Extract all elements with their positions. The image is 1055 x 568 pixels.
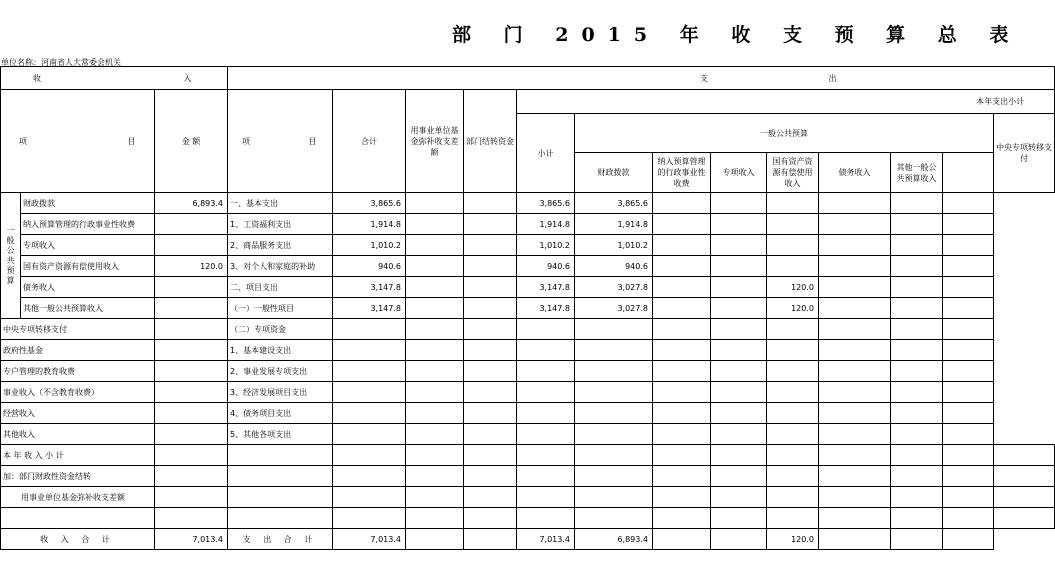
income-item: 政府性基金 xyxy=(1,340,155,361)
table-row xyxy=(1,319,1055,340)
income-item: 债务收入 xyxy=(21,277,155,298)
table-row xyxy=(1,235,1055,256)
expense-item: 1、工资福利支出 xyxy=(228,214,333,235)
table-row xyxy=(1,424,1055,445)
total-cell: 940.6 xyxy=(333,256,406,277)
income-amount xyxy=(155,277,228,298)
page-title: 部 门 2015 年 收 支 预 算 总 表 xyxy=(452,24,1022,46)
total-row xyxy=(1,529,1055,550)
table-row xyxy=(1,487,1055,508)
total-cell: 3,865.6 xyxy=(333,193,406,214)
group-label: 一般公共预算 xyxy=(1,193,21,319)
table-row xyxy=(1,298,1055,319)
subtotal-cell: 940.6 xyxy=(517,256,575,277)
income-item: 中央专项转移支付 xyxy=(1,319,155,340)
total-cell: 3,147.8 xyxy=(333,298,406,319)
expense-header xyxy=(228,67,1055,90)
income-item: 其他一般公共预算收入 xyxy=(21,298,155,319)
expense-item: 1、基本建设支出 xyxy=(228,340,333,361)
expense-item: 一、基本支出 xyxy=(228,193,333,214)
table-row xyxy=(1,508,1055,529)
table-row xyxy=(1,466,1055,487)
income-amount xyxy=(155,235,228,256)
income-amount: 120.0 xyxy=(155,256,228,277)
item-r-label-2: 目 xyxy=(308,136,317,146)
fiscal-cell: 1,010.2 xyxy=(575,235,653,256)
subtotal-total: 7,013.4 xyxy=(517,529,575,550)
admin-fee-header: 纳入预算管理的行政事业性收费 xyxy=(653,153,711,193)
item-r-label: 项 xyxy=(242,136,250,146)
subtotal-cell: 1,914.8 xyxy=(517,214,575,235)
transfer-header: 部门结转资金 xyxy=(464,90,517,193)
income-item: 财政拨款 xyxy=(21,193,155,214)
total-cell: 3,147.8 xyxy=(333,277,406,298)
table-row xyxy=(1,361,1055,382)
table-row xyxy=(1,445,1055,466)
income-amount xyxy=(155,298,228,319)
subtotal-cell: 1,010.2 xyxy=(517,235,575,256)
fiscal-cell: 1,914.8 xyxy=(575,214,653,235)
table-row xyxy=(1,340,1055,361)
income-header-label-2: 入 xyxy=(183,73,192,83)
expense-item: 3、经济发展项目支出 xyxy=(228,382,333,403)
income-item: 国有资产资源有偿使用收入 xyxy=(21,256,155,277)
income-item: 专户管理的教育收费 xyxy=(1,361,155,382)
table-row xyxy=(1,403,1055,424)
expense-header-label: 支 xyxy=(700,73,708,83)
expense-item: 5、其他各项支出 xyxy=(228,424,333,445)
income-item: 纳入预算管理的行政事业性收费 xyxy=(21,214,155,235)
fiscal-cell: 3,865.6 xyxy=(575,193,653,214)
expense-item: 3、对个人和家庭的补助 xyxy=(228,256,333,277)
current-subtotal-header: 本年支出小计 xyxy=(517,90,1055,114)
expense-item: 2、商品服务支出 xyxy=(228,235,333,256)
table-row xyxy=(1,214,1055,235)
expense-item: 4、债务项目支出 xyxy=(228,403,333,424)
table-row xyxy=(1,193,1055,214)
income-amount xyxy=(155,214,228,235)
fiscal-cell: 3,027.8 xyxy=(575,277,653,298)
income-item: 其他收入 xyxy=(1,424,155,445)
blank-header xyxy=(943,153,994,193)
expense-header-label-2: 出 xyxy=(828,73,837,83)
income-header-label: 收 xyxy=(33,73,41,83)
cover-deficit-header: 用事业单位基金弥补收支差额 xyxy=(406,90,464,193)
expense-item: （二）专项资金 xyxy=(228,319,333,340)
expense-total: 7,013.4 xyxy=(333,529,406,550)
table-row xyxy=(1,382,1055,403)
subtotal-header: 小计 xyxy=(517,114,575,193)
subtotal-cell: 3,147.8 xyxy=(517,298,575,319)
table-row xyxy=(1,256,1055,277)
income-total-label: 收 入 合 计 xyxy=(1,529,155,550)
expense-total-label: 支 出 合 计 xyxy=(228,529,333,550)
total-cell: 1,914.8 xyxy=(333,214,406,235)
expense-item: 二、项目支出 xyxy=(228,277,333,298)
other-general-header: 其他一般公共预算收入 xyxy=(891,153,943,193)
asset-cell xyxy=(767,256,819,277)
asset-cell xyxy=(767,214,819,235)
asset-cell: 120.0 xyxy=(767,298,819,319)
income-header xyxy=(1,67,228,90)
item-label: 项 xyxy=(19,136,27,146)
income-amount: 6,893.4 xyxy=(155,193,228,214)
expense-item: 2、事业发展专项支出 xyxy=(228,361,333,382)
income-item: 事业收入（不含教育收费） xyxy=(1,382,155,403)
income-item: 经营收入 xyxy=(1,403,155,424)
special-income-header: 专项收入 xyxy=(711,153,767,193)
budget-table xyxy=(0,66,1055,550)
current-income-subtotal: 本 年 收 入 小 计 xyxy=(1,445,155,466)
debt-income-header: 债务收入 xyxy=(819,153,891,193)
add-transfer: 加：部门财政性资金结转 xyxy=(1,466,155,487)
fiscal-header: 财政拨款 xyxy=(575,153,653,193)
asset-cell xyxy=(767,193,819,214)
cover-deficit-row: 用事业单位基金弥补收支差额 xyxy=(1,487,155,508)
asset-cell xyxy=(767,235,819,256)
fiscal-cell: 940.6 xyxy=(575,256,653,277)
income-item-header xyxy=(1,90,155,193)
central-transfer-header: 中央专项转移支付 xyxy=(994,114,1055,193)
subtotal-cell: 3,865.6 xyxy=(517,193,575,214)
general-budget-header: 一般公共预算 xyxy=(575,114,994,153)
subtotal-cell: 3,147.8 xyxy=(517,277,575,298)
expense-item: （一）一般性项目 xyxy=(228,298,333,319)
unit-label: 单位名称：河南省人大常委会机关 xyxy=(1,58,121,67)
total-cell: 1,010.2 xyxy=(333,235,406,256)
table-row xyxy=(1,277,1055,298)
total-header: 合计 xyxy=(333,90,406,193)
fiscal-cell: 3,027.8 xyxy=(575,298,653,319)
income-total: 7,013.4 xyxy=(155,529,228,550)
state-asset-header: 国有资产资源有偿使用收入 xyxy=(767,153,819,193)
asset-cell: 120.0 xyxy=(767,277,819,298)
income-amount-header: 金 额 xyxy=(155,90,228,193)
expense-item-header xyxy=(228,90,333,193)
income-item: 专项收入 xyxy=(21,235,155,256)
asset-total: 120.0 xyxy=(767,529,819,550)
fiscal-total: 6,893.4 xyxy=(575,529,653,550)
item-label-2: 目 xyxy=(127,136,136,146)
